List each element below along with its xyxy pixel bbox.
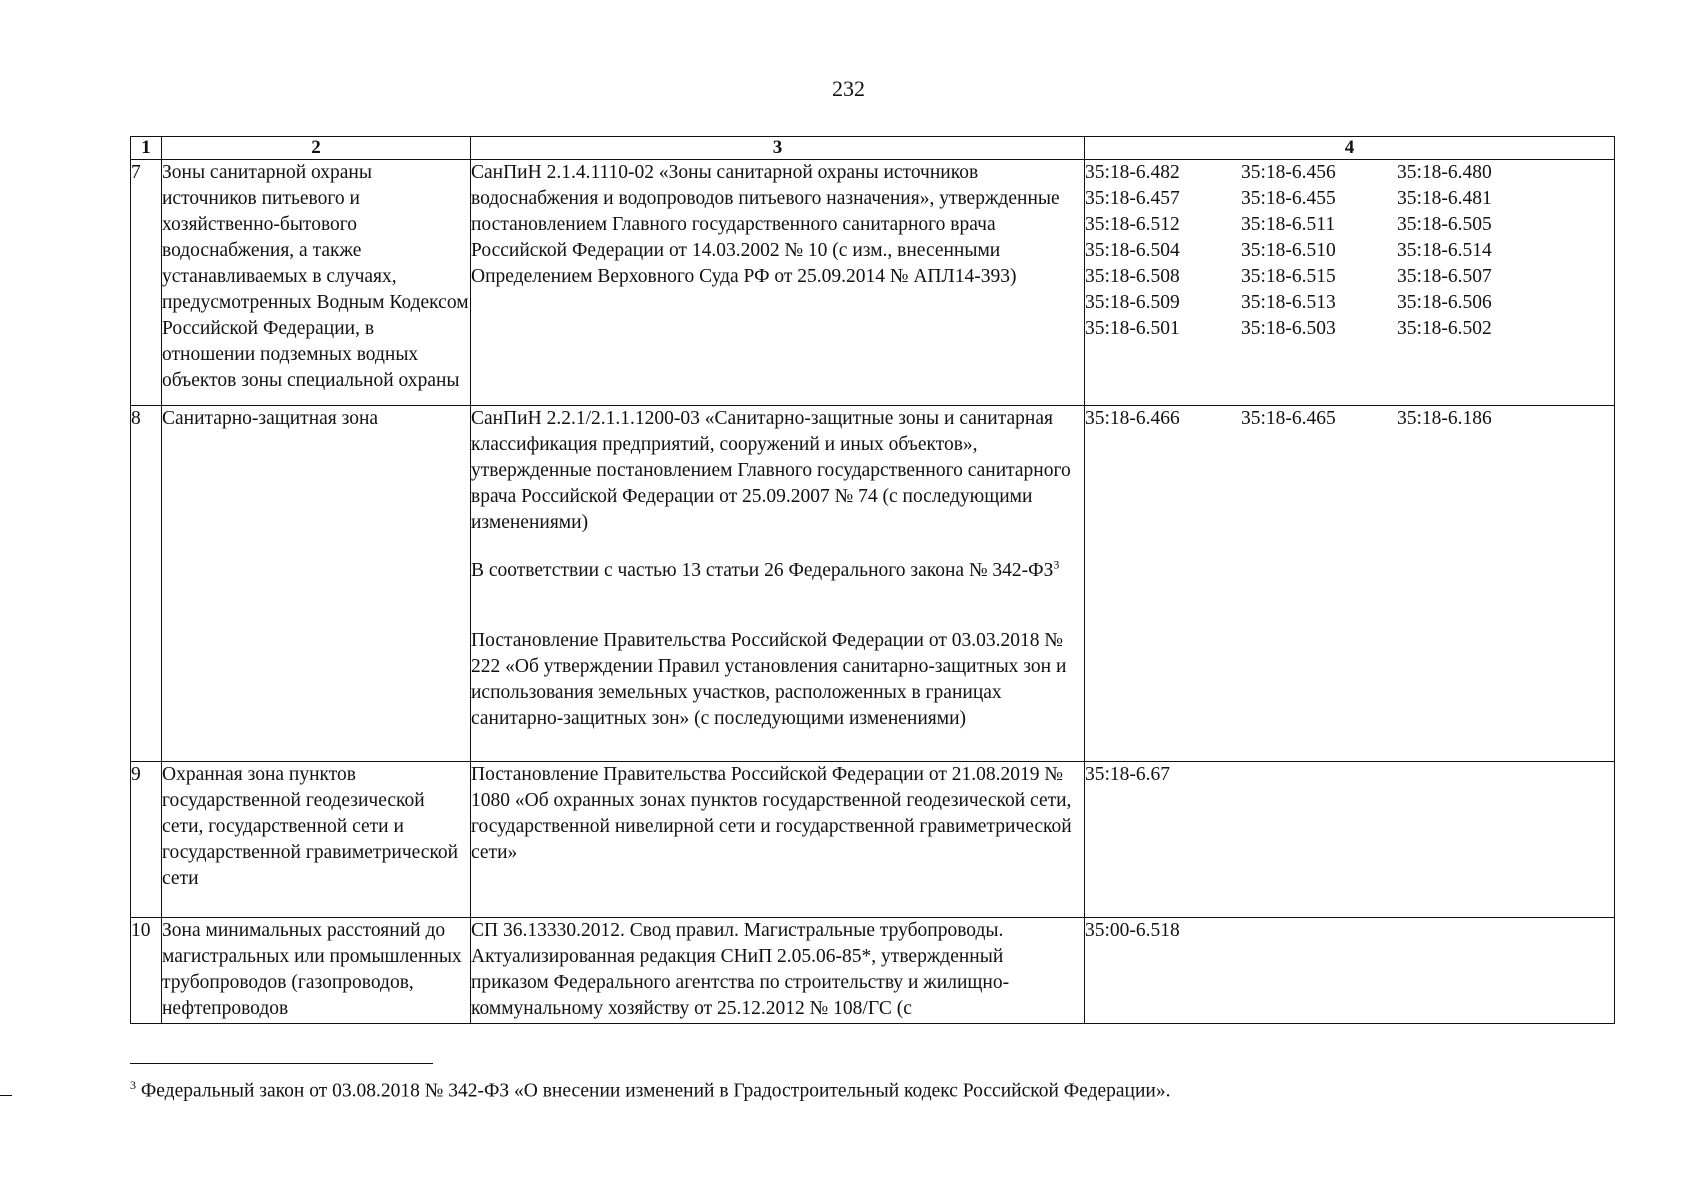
page-number: 232 bbox=[832, 76, 865, 101]
header-col-3: 3 bbox=[471, 137, 1085, 160]
zone-code: 35:18-6.514 bbox=[1397, 240, 1492, 261]
codes-cell bbox=[1085, 918, 1615, 1024]
zones-table bbox=[130, 136, 1615, 1024]
norm-cell bbox=[471, 918, 1085, 1024]
row-number: 9 bbox=[131, 762, 162, 918]
zone-code: 35:18-6.502 bbox=[1397, 318, 1492, 339]
zone-code: 35:18-6.510 bbox=[1241, 240, 1336, 261]
footnote-text: Федеральный закон от 03.08.2018 № 342-ФЗ «О внесении изменений в Градостроительный кодекс Российской Федерации». bbox=[140, 1080, 1171, 1102]
footnote bbox=[130, 1072, 1610, 1105]
norm-paragraph: Постановление Правительства Российской Федерации от 03.03.2018 № 222 «Об утверждении Правил установления санитарно-защитных зон и использования земельных участков, расположенных в границах санитарно-защитных зон» (с последующими изменениями) bbox=[471, 630, 1067, 729]
zone-code: 35:18-6.508 bbox=[1085, 266, 1180, 287]
header-col-4: 4 bbox=[1085, 137, 1615, 160]
zone-code: 35:18-6.482 bbox=[1085, 162, 1180, 183]
zone-code: 35:18-6.509 bbox=[1085, 292, 1180, 313]
header-col-1: 1 bbox=[131, 137, 162, 160]
code-grid bbox=[1085, 762, 1614, 788]
zone-code: 35:18-6.480 bbox=[1397, 162, 1492, 183]
zone-code: 35:18-6.503 bbox=[1241, 318, 1336, 339]
norm-paragraph: Постановление Правительства Российской Федерации от 21.08.2019 № 1080 «Об охранных зонах пунктов государственной геодезической сети, государственной нивелирной сети и государственной гравиметрической сети» bbox=[471, 764, 1072, 863]
zone-code: 35:18-6.515 bbox=[1241, 266, 1336, 287]
table-row bbox=[131, 918, 1615, 1024]
table-row bbox=[131, 406, 1615, 762]
zone-code: 35:18-6.512 bbox=[1085, 214, 1180, 235]
header-col-2: 2 bbox=[162, 137, 471, 160]
zone-code: 35:18-6.186 bbox=[1397, 408, 1492, 429]
header-row bbox=[131, 137, 1615, 160]
norm-paragraph: СП 36.13330.2012. Свод правил. Магистральные трубопроводы. Актуализированная редакция СНиП 2.05.06-85*, утвержденный приказом Федерального агентства по строительству и жилищно-коммунальному хозяйству от 25.12.2012 № 108/ГС (с bbox=[471, 920, 1010, 1019]
norm-paragraph-with-footnote bbox=[471, 558, 1084, 584]
zone-name: Зоны санитарной охраны источников питьевого и хозяйственно-бытового водоснабжения, а также устанавливаемых в случаях, предусмотренных Водным Кодексом Российской Федерации, в отношении подземных водных объектов зоны специальной охраны bbox=[162, 160, 471, 406]
zone-name: Зона минимальных расстояний до магистральных или промышленных трубопроводов (газопроводов, нефтепроводов bbox=[162, 918, 471, 1024]
code-grid bbox=[1085, 406, 1614, 432]
zone-code: 35:18-6.513 bbox=[1241, 292, 1336, 313]
row-number: 10 bbox=[131, 918, 162, 1024]
zone-code: 35:18-6.456 bbox=[1241, 162, 1336, 183]
zone-code: 35:18-6.504 bbox=[1085, 240, 1180, 261]
codes-cell bbox=[1085, 762, 1615, 918]
norm-paragraph: СанПиН 2.2.1/2.1.1.1200-03 «Санитарно-защитные зоны и санитарная классификация предприятий, сооружений и иных объектов», утвержденные постановлением Главного государственного санитарного врача Российской Федерации от 25.09.2007 № 74 (с последующими изменениями) bbox=[471, 408, 1071, 533]
norm-paragraph: В соответствии с частью 13 статьи 26 Федерального закона № 342-ФЗ bbox=[471, 560, 1054, 581]
norm-cell bbox=[471, 762, 1085, 918]
row-number: 7 bbox=[131, 160, 162, 406]
zone-code: 35:18-6.501 bbox=[1085, 318, 1180, 339]
zone-code: 35:18-6.455 bbox=[1241, 188, 1336, 209]
zone-name: Охранная зона пунктов государственной геодезической сети, государственной сети и государственной гравиметрической сети bbox=[162, 762, 471, 918]
zone-code: 35:18-6.67 bbox=[1085, 764, 1171, 785]
zone-name: Санитарно-защитная зона bbox=[162, 406, 471, 762]
zone-code: 35:18-6.511 bbox=[1241, 214, 1336, 235]
norm-cell bbox=[471, 406, 1085, 762]
table-row bbox=[131, 160, 1615, 406]
zone-code: 35:18-6.457 bbox=[1085, 188, 1180, 209]
code-grid bbox=[1085, 160, 1614, 342]
codes-cell bbox=[1085, 160, 1615, 406]
zone-code: 35:18-6.466 bbox=[1085, 408, 1180, 429]
zone-code: 35:18-6.465 bbox=[1241, 408, 1336, 429]
margin-mark bbox=[0, 1095, 12, 1096]
footnote-separator bbox=[130, 1063, 433, 1064]
zone-code: 35:18-6.506 bbox=[1397, 292, 1492, 313]
codes-cell bbox=[1085, 406, 1615, 762]
zone-code: 35:18-6.505 bbox=[1397, 214, 1492, 235]
norm-cell bbox=[471, 160, 1085, 406]
footnote-reference: 3 bbox=[1053, 557, 1060, 572]
code-grid bbox=[1085, 918, 1614, 944]
zone-code: 35:18-6.507 bbox=[1397, 266, 1492, 287]
zone-code: 35:18-6.481 bbox=[1397, 188, 1492, 209]
table-row bbox=[131, 762, 1615, 918]
row-number: 8 bbox=[131, 406, 162, 762]
footnote-mark: 3 bbox=[130, 1078, 136, 1092]
norm-paragraph: СанПиН 2.1.4.1110-02 «Зоны санитарной охраны источников водоснабжения и водопроводов питьевого назначения», утвержденные постановлением Главного государственного санитарного врача Российской Федерации от 14.03.2002 № 10 (с изм., внесенными Определением Верховного Суда РФ от 25.09.2014 № АПЛ14-393) bbox=[471, 162, 1060, 287]
zone-code: 35:00-6.518 bbox=[1085, 920, 1180, 941]
